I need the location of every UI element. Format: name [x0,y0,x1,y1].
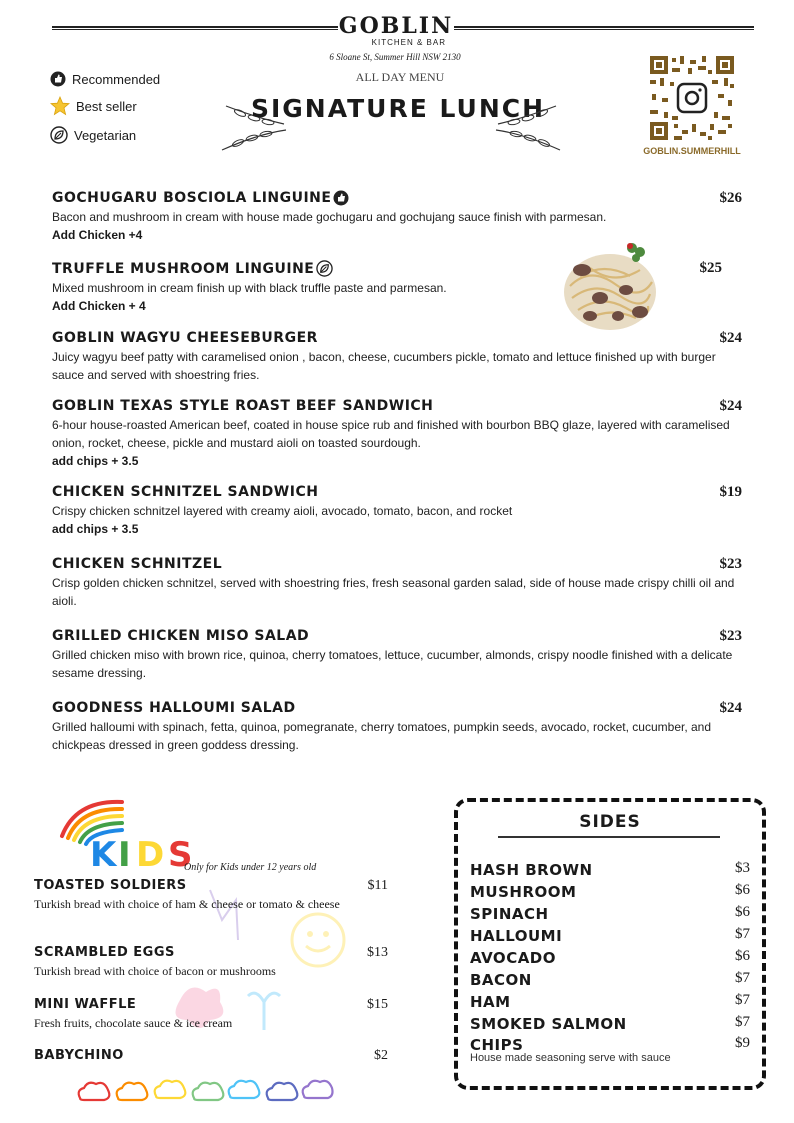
item-price: $13 [367,945,388,960]
kids-note: Only for Kids under 12 years old [184,862,317,873]
side-item [470,970,750,992]
side-name: HASH BROWN [470,861,593,879]
legend-recommended [50,71,160,87]
kids-letter: I [118,835,131,872]
item-description: Mixed mushroom in cream finish up with black truffle paste and parmesan. [52,281,447,295]
menu-item [52,398,742,470]
kids-letter: K [90,835,117,872]
item-price: $25 [699,260,722,276]
side-name: SMOKED SALMON [470,1015,627,1033]
thumbs-up-icon [50,71,66,87]
item-price: $2 [374,1048,388,1063]
item-name: TRUFFLE MUSHROOM LINGUINE [52,260,722,277]
side-note: House made seasoning serve with sauce [470,1052,671,1064]
side-price: $6 [735,882,750,898]
item-name: GOODNESS HALLOUMI SALAD [52,700,296,716]
item-description: Crisp golden chicken schnitzel, served with shoestring fries, fresh seasonal garden salad, side of house made crispy chilli oil and aioli. [52,576,735,608]
legend-vegetarian [50,126,136,144]
side-item [470,860,750,882]
item-description: Fresh fruits, chocolate sauce & ice cream [34,1016,233,1030]
item-name: BABYCHINO [34,1048,124,1063]
side-name: SPINACH [470,905,549,923]
item-name: GOBLIN TEXAS STYLE ROAST BEEF SANDWICH [52,398,434,414]
header-rule-left [52,26,338,30]
brand-subtitle: KITCHEN & BAR [371,38,446,47]
side-item [470,882,750,904]
thumbs-up-icon [333,190,349,206]
side-price: $6 [735,904,750,920]
side-item [470,1014,750,1036]
cloud-border-icon [76,1078,336,1104]
kids-item [34,1048,390,1063]
side-price: $7 [735,992,750,1008]
kids-logo [56,796,206,872]
side-item [470,948,750,970]
item-name: GOBLIN WAGYU CHEESEBURGER [52,330,318,346]
qr-code[interactable] [648,54,736,142]
side-price: $7 [735,970,750,986]
side-price: $7 [735,1014,750,1030]
side-item [470,904,750,926]
item-name: CHICKEN SCHNITZEL [52,556,223,572]
leaf-icon [50,126,68,144]
item-price: $23 [719,556,742,572]
item-description: Turkish bread with choice of bacon or mushrooms [34,964,276,978]
legend-label: Vegetarian [74,127,137,143]
item-name: SCRAMBLED EGGS [34,945,175,960]
menu-item [52,484,742,538]
item-price: $15 [367,997,388,1012]
side-price: $6 [735,948,750,964]
side-price: $7 [735,926,750,942]
side-name: HALLOUMI [470,927,563,945]
kids-item [34,997,390,1032]
item-description: Crispy chicken schnitzel layered with creamy aioli, avocado, tomato, bacon, and rocket [52,504,513,518]
item-name: GOCHUGARU BOSCIOLA LINGUINE [52,190,742,206]
side-name: CHIPS [470,1036,524,1054]
side-price: $9 [735,1035,750,1051]
kids-letter: D [136,835,165,872]
menu-item [52,700,742,754]
item-extra: add chips + 3.5 [52,454,139,468]
item-name: GRILLED CHICKEN MISO SALAD [52,628,310,644]
legend-label: Best seller [76,98,137,114]
item-description: Bacon and mushroom in cream with house made gochugaru and gochujang sauce finish with parmesan. [52,210,607,224]
leaf-icon [316,260,333,277]
item-price: $24 [719,398,742,414]
qr-handle: GOBLIN.SUMMERHILL [643,146,741,156]
item-extra: Add Chicken + 4 [52,299,146,313]
sides-divider [498,836,720,838]
side-item [470,926,750,948]
item-description: Grilled chicken miso with brown rice, quinoa, cherry tomatoes, lettuce, cucumber, almonds, crispy noodle finished with a delicate sesame dressing. [52,648,733,680]
side-price: $3 [735,860,750,876]
item-price: $23 [719,628,742,644]
brand-name: GOBLIN [338,13,454,39]
item-name: TOASTED SOLDIERS [34,878,187,893]
sides-title: SIDES [579,812,641,832]
menu-type: ALL DAY MENU [355,70,445,84]
item-name: MINI WAFFLE [34,997,137,1012]
side-item [470,992,750,1014]
item-price: $24 [719,700,742,716]
item-description: Grilled halloumi with spinach, fetta, quinoa, pomegranate, cherry tomatoes, pumpkin seeds, avocado, rocket, cucumber, and chickpeas dressed in green goddess dressing. [52,720,712,752]
item-description: 6-hour house-roasted American beef, coated in house spice rub and finished with bourbon BBQ glaze, layered with caramelised onion, rocket, cheese, pickle and mustard aioli on toasted sourdough. [52,418,730,450]
side-name: AVOCADO [470,949,557,967]
kids-letter: S [168,835,193,872]
item-description: Turkish bread with choice of ham & cheese or tomato & cheese [34,897,340,911]
item-price: $11 [367,878,388,893]
kids-item [34,945,390,980]
side-name: BACON [470,971,532,989]
legend-best-seller [50,96,137,116]
item-price: $26 [719,190,742,206]
page-title: SIGNATURE LUNCH [250,94,546,123]
menu-item [52,330,742,384]
menu-item [52,628,742,682]
brand-logo [336,14,456,47]
menu-item [52,556,742,610]
laurel-right-icon [494,100,564,156]
star-icon [50,96,70,116]
item-name: CHICKEN SCHNITZEL SANDWICH [52,484,319,500]
side-name: MUSHROOM [470,883,577,901]
item-price: $24 [719,330,742,346]
item-price: $19 [719,484,742,500]
address: 6 Sloane St, Summer Hill NSW 2130 [329,52,461,62]
kids-item [34,878,390,913]
item-extra: add chips + 3.5 [52,522,139,536]
legend-label: Recommended [72,71,161,87]
item-extra: Add Chicken +4 [52,228,143,242]
header-rule-right [454,26,754,30]
side-name: HAM [470,993,511,1011]
item-description: Juicy wagyu beef patty with caramelised onion , bacon, cheese, cucumbers pickle, tomato and lettuce finished up with burger sauce and served with shoestring fries. [52,350,716,382]
pasta-photo [560,236,660,336]
